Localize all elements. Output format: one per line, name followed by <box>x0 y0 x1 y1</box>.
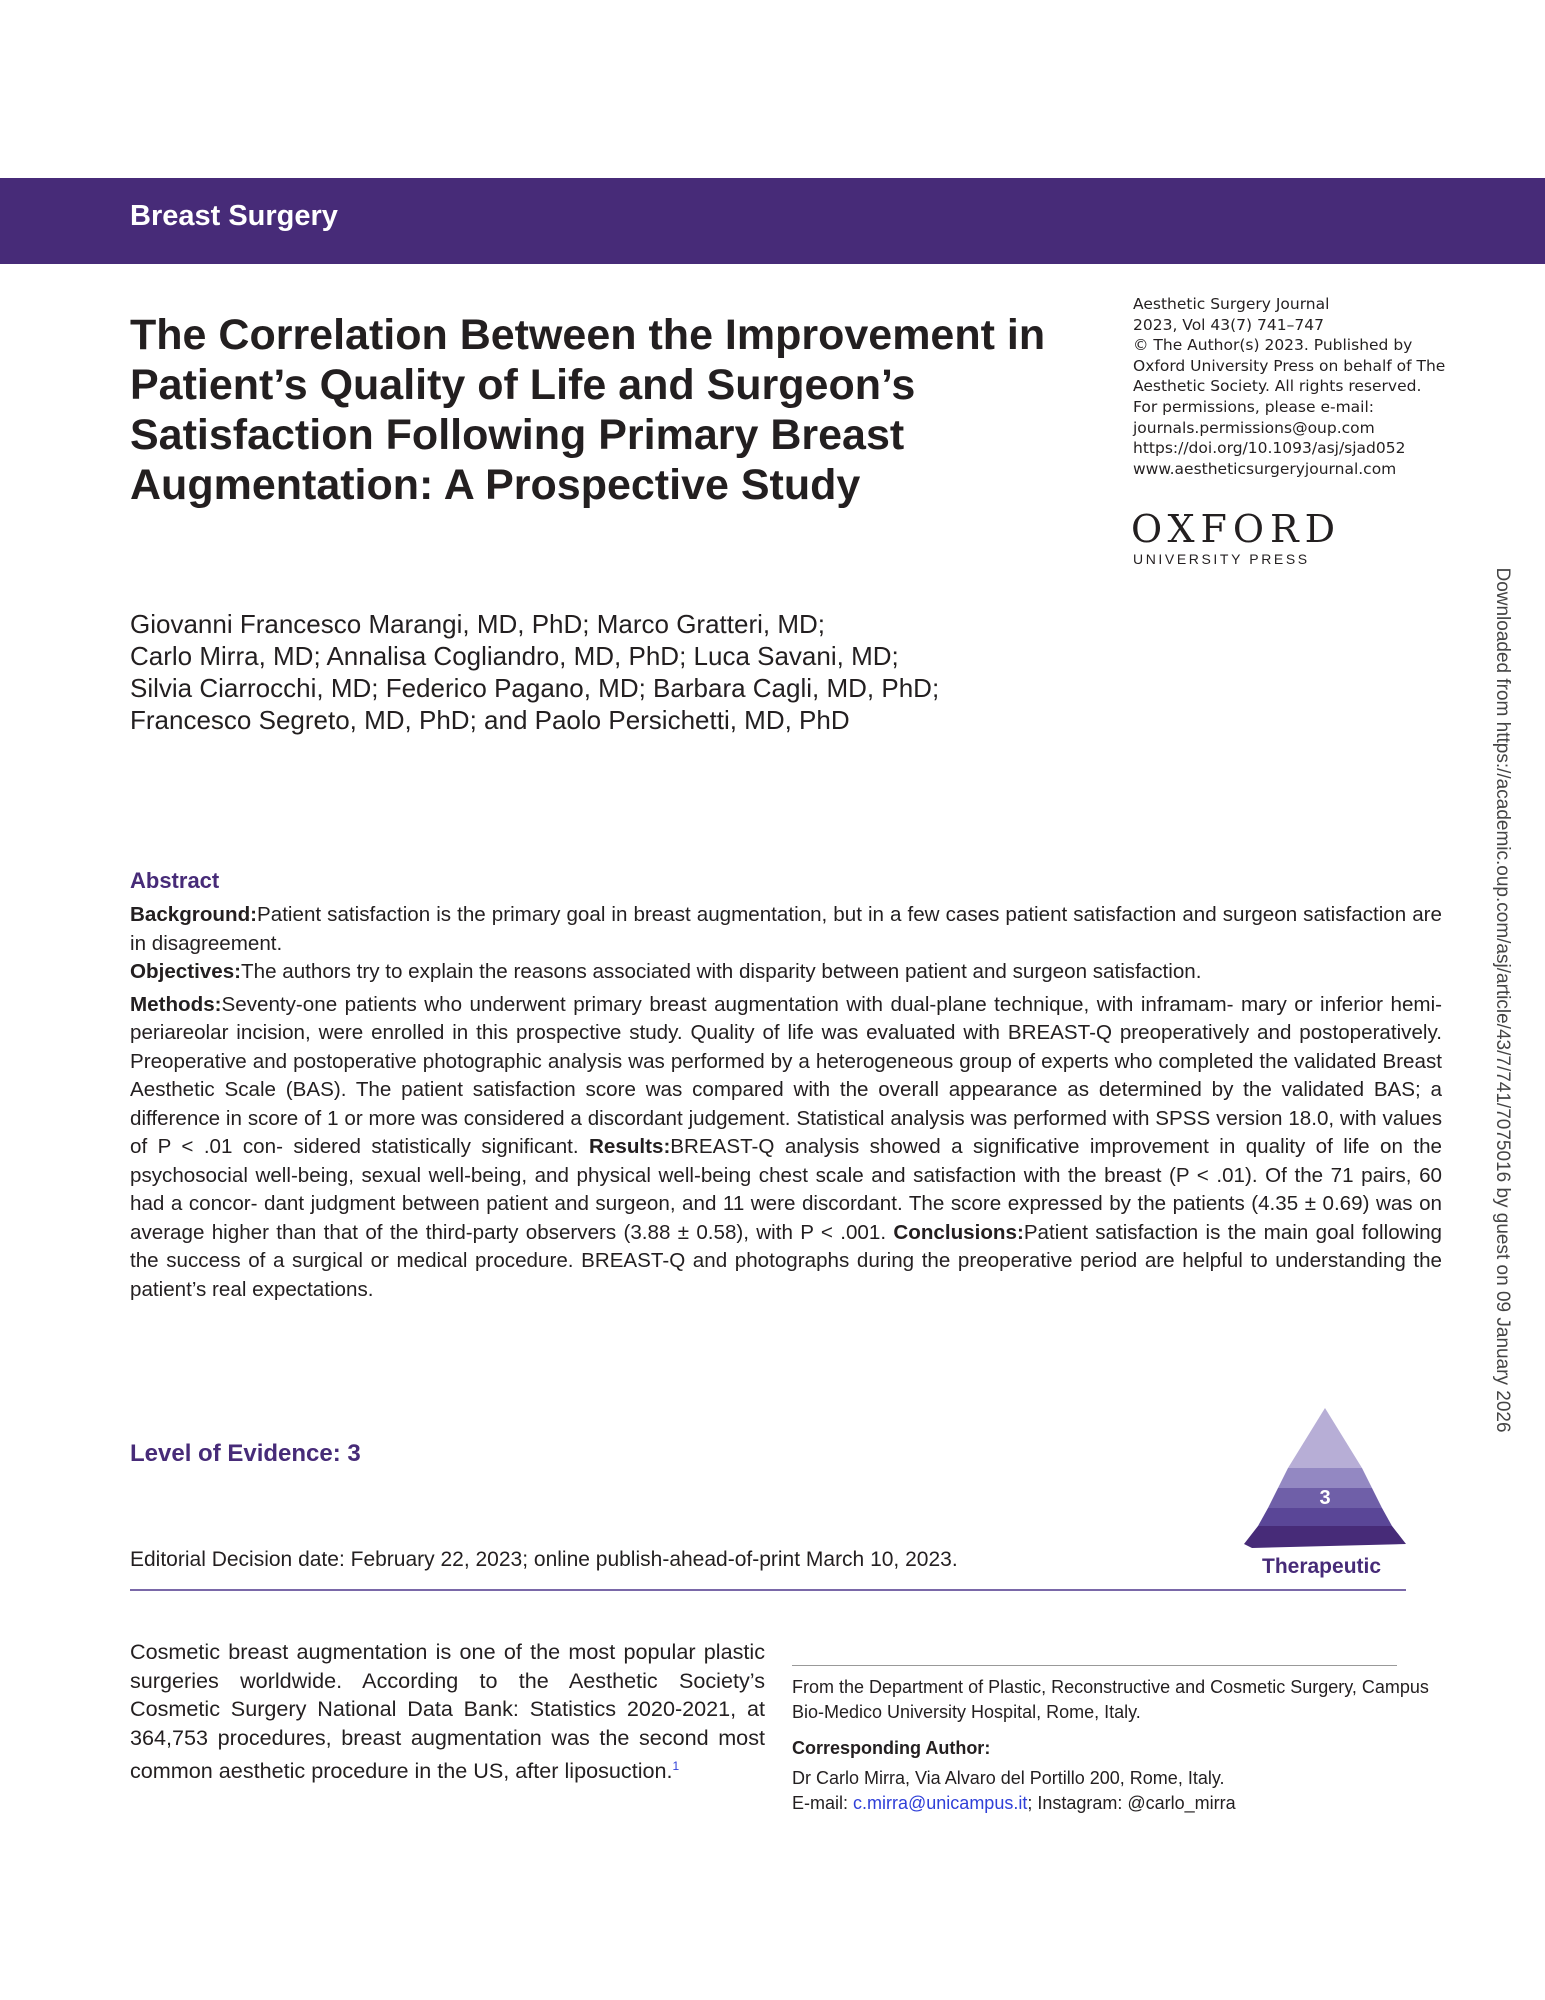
affiliation: From the Department of Plastic, Reconstructive and Cosmetic Surgery, Campus Bio-Medico University Hospital, Rome, Italy. <box>792 1677 1429 1722</box>
download-note: Downloaded from https://academic.oup.com/asj/article/43/7/741/7075016 by guest on 09 January 2026 <box>1492 567 1513 1433</box>
journal-info-line: Oxford University Press on behalf of The <box>1133 356 1446 375</box>
evidence-type-label: Therapeutic <box>1262 1555 1382 1578</box>
results-text: BREAST-Q analysis showed a significative improvement in quality of life on the psychosocial well-being, sexual well-being, and physical well-being chest scale and satisfaction with the breast (P < .01). Of the 71 pairs, 60 had a concor- dant judgment between patient and surgeon, and 11 were discordant. The score expressed by the patients (4.35 ± 0.69) was on average higher than that of the third-party observers (3.88 ± 0.58), with P < .001. <box>130 1135 1442 1244</box>
author-address: Dr Carlo Mirra, Via Alvaro del Portillo 200, Rome, Italy. <box>792 1768 1225 1788</box>
journal-info-line: Aesthetic Society. All rights reserved. <box>1133 377 1422 396</box>
section-banner <box>0 178 1545 264</box>
journal-info-line: © The Author(s) 2023. Published by <box>1133 336 1413 355</box>
abstract-background <box>130 901 1442 958</box>
article-title: The Correlation Between the Improvement in Patient’s Quality of Life and Surgeon’s Satisfaction Following Primary Breast Augmentation: A Prospective Study <box>130 311 1046 509</box>
corresponding-author-heading: Corresponding Author: <box>792 1738 991 1758</box>
email-link[interactable]: c.mirra@unicampus.it <box>853 1793 1028 1813</box>
conclusions-label: Conclusions: <box>893 1220 1024 1244</box>
body-paragraph <box>130 1638 765 1786</box>
abstract-heading: Abstract <box>130 868 220 893</box>
reference-link[interactable]: 1 <box>672 1759 680 1773</box>
author-line: Silvia Ciarrocchi, MD; Federico Pagano, MD; Barbara Cagli, MD, PhD; <box>130 673 940 703</box>
background-label: Background: <box>130 903 258 926</box>
journal-info-line: For permissions, please e-mail: <box>1133 397 1374 416</box>
evidence-pyramid-icon <box>1240 1408 1410 1553</box>
instagram-handle: ; Instagram: @carlo_mirra <box>1027 1793 1236 1813</box>
corresponding-author <box>792 1766 1432 1816</box>
abstract-body <box>130 901 1442 1304</box>
journal-info <box>1133 294 1446 479</box>
author-line: Giovanni Francesco Marangi, MD, PhD; Marco Gratteri, MD; <box>130 609 825 639</box>
author-line: Carlo Mirra, MD; Annalisa Cogliandro, MD, PhD; Luca Savani, MD; <box>130 641 899 671</box>
author-contact <box>792 1791 1432 1816</box>
body-text: Cosmetic breast augmentation is one of the most popular plastic surgeries worldwide. According to the Aesthetic Society’s Cosmetic Surgery National Data Bank: Statistics 2020-2021, at 364,753 procedures, breast augmentation was the second most common aesthetic procedure in the US, after liposuction. <box>130 1639 765 1784</box>
methods-label: Methods: <box>130 992 222 1016</box>
divider <box>130 1589 1406 1591</box>
background-text: Patient satisfaction is the primary goal in breast augmentation, but in a few cases patient satisfaction and surgeon satisfaction are in disagreement. <box>130 903 1442 955</box>
editorial-dates: Editorial Decision date: February 22, 2023; online publish-ahead-of-print March 10, 2023. <box>130 1548 958 1571</box>
publisher-subname: UNIVERSITY PRESS <box>1133 551 1310 567</box>
pyramid-level-number: 3 <box>1319 1487 1331 1509</box>
journal-info-line: 2023, Vol 43(7) 741–747 <box>1133 315 1324 334</box>
pyramid-tier-2 <box>1278 1468 1372 1488</box>
author-line: Francesco Segreto, MD, PhD; and Paolo Persichetti, MD, PhD <box>130 705 850 735</box>
journal-info-line: Aesthetic Surgery Journal <box>1133 295 1330 313</box>
results-label: Results: <box>589 1135 671 1158</box>
objectives-label: Objectives: <box>130 960 242 983</box>
pyramid-tier-5 <box>1244 1526 1406 1548</box>
publisher-logo: OXFORD <box>1131 507 1342 551</box>
author-list <box>130 608 1130 736</box>
pyramid-tier-4 <box>1258 1508 1392 1526</box>
pyramid-tier-1 <box>1288 1408 1362 1468</box>
journal-info-line: journals.permissions@oup.com <box>1133 418 1375 437</box>
footnote-divider <box>792 1665 1397 1666</box>
journal-info-line: www.aestheticsurgeryjournal.com <box>1133 459 1397 478</box>
objectives-text: The authors try to explain the reasons associated with disparity between patient and surgeon satisfaction. <box>241 960 1202 983</box>
journal-info-line: https://doi.org/10.1093/asj/sjad052 <box>1133 439 1406 458</box>
abstract-objectives <box>130 958 1442 987</box>
level-of-evidence: Level of Evidence: 3 <box>130 1440 361 1467</box>
methods-text: Seventy-one patients who underwent primary breast augmentation with dual-plane technique, with inframam- mary or inferior hemi-periareolar incision, were enrolled in this prospective study. Quality of life was evaluated with BREAST-Q preoperatively and postoperatively. Preoperative and postoperative photographic analysis was performed by a heterogeneous group of experts who completed the validated Breast Aesthetic Scale (BAS). The patient satisfaction score was compared with the overall appearance as determined by the validated BAS; a difference in score of 1 or more was considered a discordant judgement. Statistical analysis was performed with SPSS version 18.0, with values of P < .01 con- sidered statistically significant. <box>130 992 1442 1158</box>
abstract-methods <box>130 991 1442 1305</box>
email-label: E-mail: <box>792 1793 854 1813</box>
section-label: Breast Surgery <box>130 200 338 232</box>
conclusions-text: Patient satisfaction is the main goal following the success of a surgical or medical procedure. BREAST-Q and photographs during the preoperative period are helpful to understanding the patient’s real expectations. <box>130 1220 1442 1301</box>
